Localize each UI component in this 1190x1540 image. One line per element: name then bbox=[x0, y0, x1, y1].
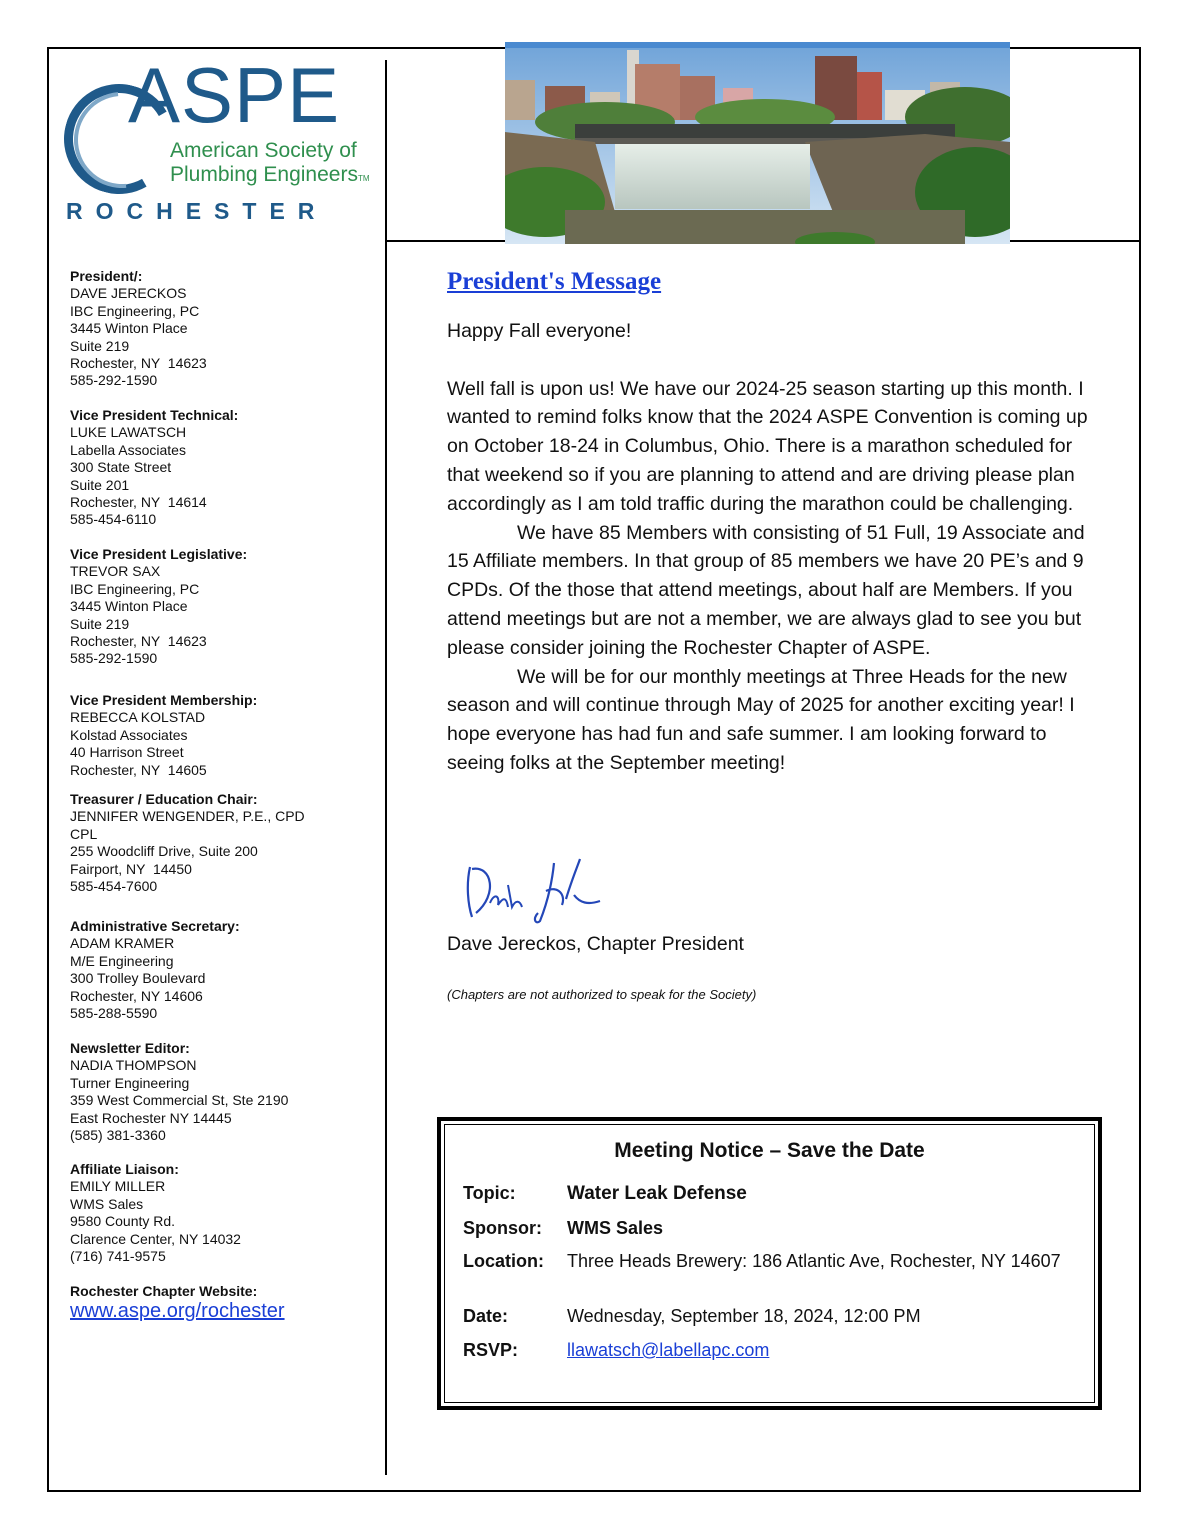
sponsor-label: Sponsor: bbox=[463, 1218, 542, 1238]
logo-wordmark: ASPE bbox=[128, 51, 341, 139]
date-value: Wednesday, September 18, 2024, 12:00 PM bbox=[567, 1306, 921, 1326]
officer-company: IBC Engineering, PC bbox=[70, 302, 200, 319]
officer-role: President/: bbox=[70, 268, 143, 284]
officer-company: M/E Engineering bbox=[70, 952, 174, 969]
officer-vp-membership bbox=[70, 692, 370, 779]
paragraph-gap bbox=[447, 346, 1107, 375]
officer-address: Rochester, NY 14605 bbox=[70, 761, 207, 778]
officer-role: Administrative Secretary: bbox=[70, 918, 240, 934]
handwritten-signature bbox=[462, 855, 612, 925]
officer-company: Turner Engineering bbox=[70, 1074, 190, 1091]
officer-address: Rochester, NY 14623 bbox=[70, 355, 207, 372]
officer-address: 300 Trolley Boulevard bbox=[70, 970, 206, 987]
officer-address: Clarence Center, NY 14032 bbox=[70, 1230, 241, 1247]
officer-name: REBECCA KOLSTAD bbox=[70, 709, 206, 726]
meeting-title: Meeting Notice – Save the Date bbox=[614, 1139, 925, 1162]
website-label: Rochester Chapter Website: bbox=[70, 1283, 258, 1299]
officer-name: DAVE JERECKOS bbox=[70, 285, 187, 302]
officer-address: 3445 Winton Place bbox=[70, 320, 188, 337]
officer-role: Vice President Legislative: bbox=[70, 546, 248, 562]
officer-secretary bbox=[70, 918, 370, 1022]
aspe-logo bbox=[60, 51, 380, 232]
officer-address: 40 Harrison Street bbox=[70, 744, 184, 761]
officer-address: Suite 201 bbox=[70, 476, 130, 493]
header-photo bbox=[505, 42, 1010, 244]
logo-subtitle-2: Plumbing EngineersTM bbox=[170, 163, 370, 186]
officer-address: East Rochester NY 14445 bbox=[70, 1109, 232, 1126]
location-label: Location: bbox=[463, 1251, 544, 1271]
officer-company: Kolstad Associates bbox=[70, 726, 188, 743]
logo-chapter: ROCHESTER bbox=[66, 198, 328, 224]
officer-name: JENNIFER WENGENDER, P.E., CPD bbox=[70, 808, 305, 825]
officer-phone: 585-292-1590 bbox=[70, 372, 158, 389]
message-paragraph-1: Well fall is upon us! We have our 2024-25 season starting up this month. I wanted to remind folks know that the 2024 ASPE Convention is coming up on October 18-24 in Columbus, Ohio. There is a marathon scheduled for that weekend so if you are planning to attend and are driving please plan accordingly as I am told traffic during the marathon could be challenging. bbox=[447, 377, 1088, 515]
officer-address: 9580 County Rd. bbox=[70, 1213, 176, 1230]
officer-company: Labella Associates bbox=[70, 441, 186, 458]
meeting-notice-box bbox=[437, 1117, 1102, 1410]
message-paragraph-3: We will be for our monthly meetings at Three Heads for the new season and will continue through May of 2025 for another exciting year! I hope everyone has had fun and safe summer. I am looking forward to seeing folks at the September meeting! bbox=[447, 665, 1075, 774]
officer-address: 359 West Commercial St, Ste 2190 bbox=[70, 1092, 289, 1109]
officer-treasurer bbox=[70, 791, 370, 895]
date-label: Date: bbox=[463, 1306, 509, 1326]
officer-phone: 585-288-5590 bbox=[70, 1005, 158, 1022]
officer-name: ADAM KRAMER bbox=[70, 935, 175, 952]
officer-role: Vice President Technical: bbox=[70, 407, 239, 423]
officer-phone: 585-454-6110 bbox=[70, 511, 157, 528]
message-paragraph-2: We have 85 Members with consisting of 51 Full, 19 Associate and 15 Affiliate members. In that group of 85 members we have 20 PE’s and 9 CPDs. Of the those that attend meetings, about half are Members. If you attend meetings but are not a member, we are always glad to see you but please consider joining the Rochester Chapter of ASPE. bbox=[447, 521, 1085, 659]
officer-address: Rochester, NY 14614 bbox=[70, 494, 207, 511]
officer-phone: (716) 741-9575 bbox=[70, 1248, 166, 1265]
officer-president bbox=[70, 268, 370, 390]
officer-phone: 585-292-1590 bbox=[70, 650, 158, 667]
officer-address: Suite 219 bbox=[70, 337, 130, 354]
officer-name: LUKE LAWATSCH bbox=[70, 424, 187, 441]
column-divider bbox=[385, 60, 387, 1475]
officer-company: WMS Sales bbox=[70, 1195, 144, 1212]
meeting-inner-border bbox=[444, 1124, 1095, 1403]
officer-address: Rochester, NY 14623 bbox=[70, 633, 207, 650]
message-body bbox=[447, 317, 1107, 778]
message-title[interactable]: President's Message bbox=[447, 268, 662, 295]
officer-vp-technical bbox=[70, 407, 370, 529]
officer-role: Vice President Membership: bbox=[70, 692, 258, 708]
officer-phone: (585) 381-3360 bbox=[70, 1127, 166, 1144]
officer-address: 300 State Street bbox=[70, 459, 172, 476]
website-section bbox=[70, 1283, 370, 1300]
officer-vp-legislative bbox=[70, 546, 370, 668]
website-link[interactable]: www.aspe.org/rochester bbox=[70, 1300, 285, 1322]
officer-affiliate-liaison bbox=[70, 1161, 370, 1265]
officer-phone: 585-454-7600 bbox=[70, 878, 158, 895]
sponsor-value: WMS Sales bbox=[567, 1218, 664, 1238]
officer-name: TREVOR SAX bbox=[70, 563, 161, 580]
officer-role: Treasurer / Education Chair: bbox=[70, 791, 258, 807]
officer-address: Fairport, NY 14450 bbox=[70, 860, 192, 877]
message-greeting: Happy Fall everyone! bbox=[447, 320, 632, 342]
topic-value: Water Leak Defense bbox=[567, 1183, 747, 1204]
location-value: Three Heads Brewery: 186 Atlantic Ave, Rochester, NY 14607 bbox=[567, 1251, 1061, 1271]
officer-name: NADIA THOMPSON bbox=[70, 1057, 197, 1074]
officer-company: IBC Engineering, PC bbox=[70, 580, 200, 597]
officer-newsletter-editor bbox=[70, 1040, 370, 1144]
rsvp-label: RSVP: bbox=[463, 1340, 519, 1360]
rsvp-email-link[interactable]: llawatsch@labellapc.com bbox=[567, 1340, 770, 1360]
officer-address: Rochester, NY 14606 bbox=[70, 987, 203, 1004]
officer-address: 3445 Winton Place bbox=[70, 598, 188, 615]
officer-role: Affiliate Liaison: bbox=[70, 1161, 179, 1177]
officer-address: Suite 219 bbox=[70, 615, 130, 632]
officer-address: 255 Woodcliff Drive, Suite 200 bbox=[70, 843, 258, 860]
officer-role: Newsletter Editor: bbox=[70, 1040, 190, 1056]
logo-subtitle-1: American Society of bbox=[170, 139, 357, 162]
officer-name: EMILY MILLER bbox=[70, 1178, 166, 1195]
signoff-name: Dave Jereckos, Chapter President bbox=[447, 933, 744, 955]
officer-credentials: CPL bbox=[70, 825, 98, 842]
disclaimer: (Chapters are not authorized to speak for the Society) bbox=[447, 987, 757, 1002]
topic-label: Topic: bbox=[463, 1183, 516, 1203]
